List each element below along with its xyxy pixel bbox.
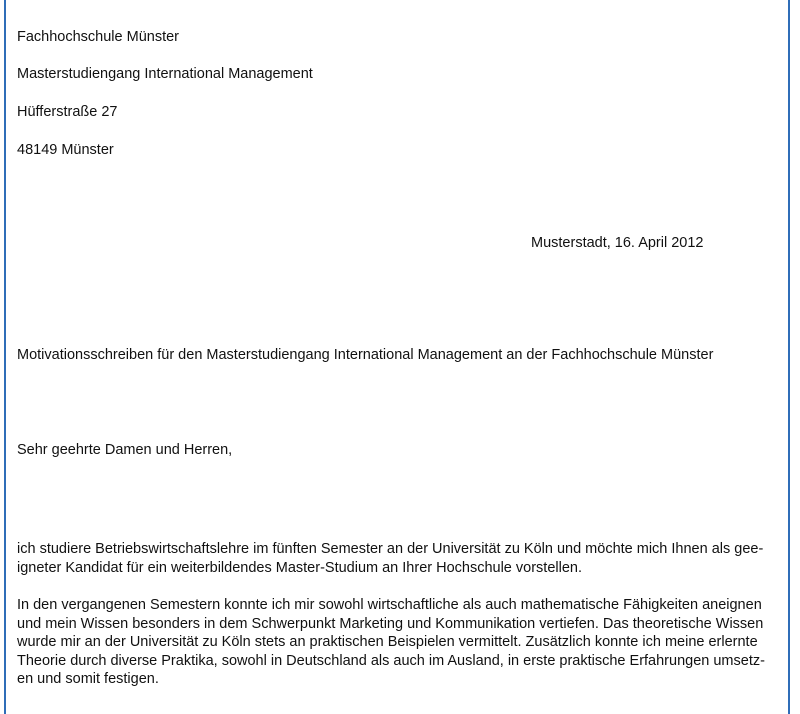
address-city: 48149 Münster bbox=[17, 142, 114, 158]
paragraph-line: en und somit festigen. bbox=[17, 671, 159, 688]
paragraph-line: Theorie durch diverse Praktika, sowohl in Deutschland als auch im Ausland, in erste praktische Erfahrungen umsetz- bbox=[17, 652, 765, 669]
date-line: Musterstadt, 16. April 2012 bbox=[531, 235, 704, 251]
paragraph-2 bbox=[17, 596, 777, 689]
paragraph-line: igneter Kandidat für ein weiterbildendes Master-Studium an Ihrer Hochschule vorstellen. bbox=[17, 559, 582, 576]
paragraph-line: wurde mir an der Universität zu Köln stets an praktischen Beispielen vermittelt. Zusätzlich konnte ich meine erlernte bbox=[17, 634, 758, 651]
paragraph-1 bbox=[17, 540, 777, 577]
paragraph-line: In den vergangenen Semestern konnte ich mir sowohl wirtschaftliche als auch mathematische Fähigkeiten aneignen bbox=[17, 597, 762, 613]
paragraph-line: und mein Wissen besonders in dem Schwerpunkt Marketing und Kommunikation vertiefen. Das theoretische Wissen bbox=[17, 615, 764, 632]
address-street: Hüfferstraße 27 bbox=[17, 104, 118, 120]
subject-line: Motivationsschreiben für den Masterstudiengang International Management an der Fachhochschule Münster bbox=[17, 347, 714, 363]
paragraph-line: ich studiere Betriebswirtschaftslehre im fünften Semester an der Universität zu Köln und möchte mich Ihnen als gee- bbox=[17, 541, 764, 557]
address-institution: Fachhochschule Münster bbox=[17, 29, 179, 45]
address-program: Masterstudiengang International Management bbox=[17, 66, 313, 82]
salutation: Sehr geehrte Damen und Herren, bbox=[17, 442, 233, 458]
